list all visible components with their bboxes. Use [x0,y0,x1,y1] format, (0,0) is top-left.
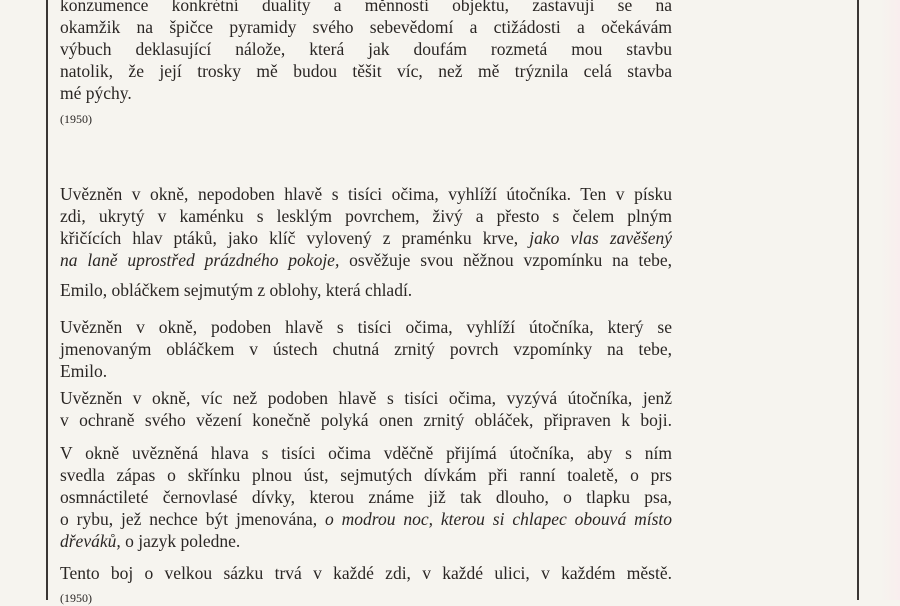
text-line: svedla zápas o skřínku plnou úst, sejmutých dívkám při ranní toaletě, o prs [60,465,672,485]
text-line: mé pýchy. [60,83,132,103]
text-line: Uvězněn v okně, nepodoben hlavě s tisíci očima, vyhlíží útočníka. Ten v písku [60,184,672,204]
text-line: Uvězněn v okně, podoben hlavě s tisíci očima, vyhlíží útočníka, který se [60,317,672,337]
text-segment: o jazyk poledne. [120,531,241,551]
text-line: konzumence konkrétní duality a měnnosti objektu, zastavuji se na [60,0,672,15]
text-line: jmenovaným obláčkem v ústech chutná zrnitý povrch vzpomínky na tebe, [60,339,672,359]
text-line [60,249,672,271]
text-line: osmnáctileté černovlasé dívky, kterou známe již tak dlouho, o tlapku psa, [60,487,672,507]
text-segment: o rybu, jež nechce být jmenována, [60,509,326,529]
italic-segment: jako vlas zavěšený [529,228,673,248]
text-line [60,227,672,249]
text-line: Uvězněn v okně, víc než podoben hlavě s tisíci očima, vyzývá útočníka, jenž [60,388,672,408]
italic-segment: na laně uprostřed prázdného pokoje, [60,250,340,270]
text-line [60,508,672,530]
text-line: Tento boj o velkou sázku trvá v každé zdi, v každé ulici, v každém městě. [60,563,672,583]
text-line: Emilo. [60,361,108,381]
italic-segment: dřeváků, [60,531,121,551]
text-line: zdi, ukrytý v kaménku s lesklým povrchem, živý a přesto s čelem plným [60,206,672,226]
text-line: Emilo, obláčkem sejmutým z oblohy, která chladí. [60,280,413,300]
text-line: výbuch deklasující nálože, která jak doufám rozmetá mou stavbu [60,39,672,59]
page-border-right [857,0,859,600]
poem-year: (1950) [60,591,92,605]
text-line: V okně uvězněná hlava s tisíci očima vděčně přijímá útočníka, aby s ním [60,443,672,463]
text-line: natolik, že její trosky mě budou těšit víc, než mě trýznila celá stavba [60,61,672,81]
page-edge [880,0,900,600]
poem-year: (1950) [60,112,92,126]
text-segment: osvěžuje svou něžnou vzpomínku na tebe, [339,250,672,270]
italic-segment: o modrou noc, kterou si chlapec obouvá místo [325,509,672,529]
text-line [60,530,672,552]
text-segment: křičících hlav ptáků, jako klíč vylovený z praménku krve, [60,228,530,248]
text-line: okamžik na špičce pyramidy svého sebevědomí a ctižádosti a očekávám [60,17,672,37]
text-line: v ochraně svého vězení konečně polyká onen zrnitý obláček, připraven k boji. [60,410,672,430]
page-border-left [46,0,48,600]
